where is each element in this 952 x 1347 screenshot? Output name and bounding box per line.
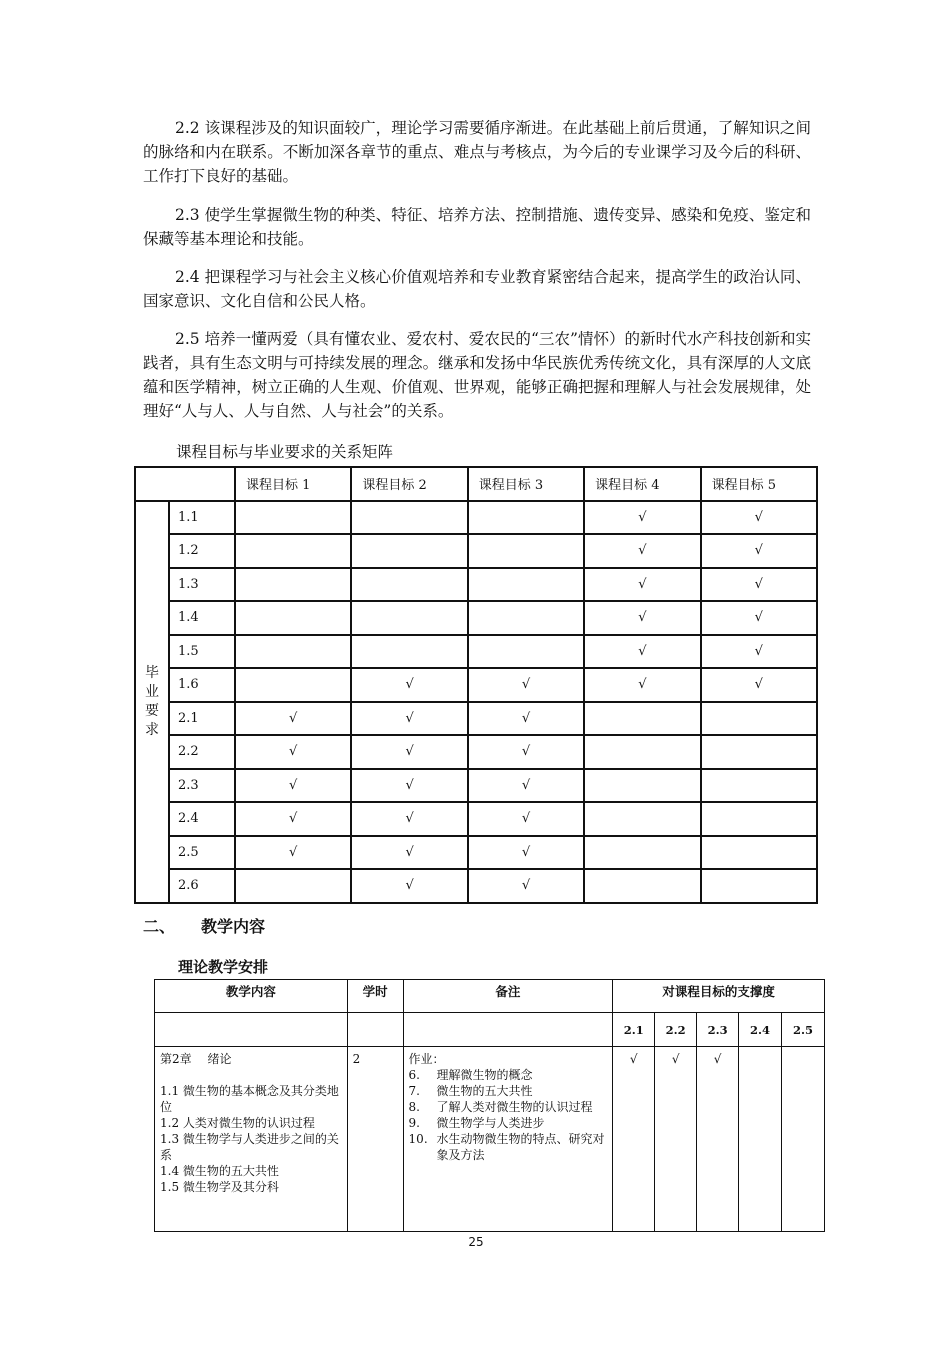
matrix-cell (235, 635, 351, 669)
notes-heading: 作业： (408, 1052, 445, 1066)
content-line: 1.3 微生物学与人类进步之间的关系 (160, 1132, 339, 1162)
matrix-cell (468, 501, 584, 535)
matrix-cell: √ (235, 702, 351, 736)
matrix-row (135, 769, 817, 803)
matrix-cell: √ (701, 635, 817, 669)
subsection-heading: 理论教学安排 (178, 958, 269, 976)
matrix-cell (235, 668, 351, 702)
matrix-cell: √ (351, 836, 467, 870)
matrix-cell (584, 702, 700, 736)
matrix-row (135, 802, 817, 836)
paragraph-2-5: 2.5 培养一懂两爱（具有懂农业、爱农村、爱农民的“三农”情怀）的新时代水产科技创新和实践者，具有生态文明与可持续发展的理念。继承和发扬中华民族优秀传统文化，具有深厚的人文底蕴和医学精神，树立正确的人生观、价值观、世界观，能够正确把握和理解人与社会发展规律，处理好“人与人、人与自然、人与社会”的关系。 (143, 330, 811, 420)
matrix-cell (351, 568, 467, 602)
matrix-cell (701, 702, 817, 736)
matrix-cell: √ (468, 836, 584, 870)
notes-item (409, 1115, 608, 1131)
notes-list (409, 1067, 608, 1163)
section-heading: 二、 教学内容 (143, 917, 266, 936)
matrix-cell: √ (468, 702, 584, 736)
matrix-row (135, 869, 817, 903)
requirement-id: 2.6 (169, 869, 235, 903)
matrix-cell (701, 735, 817, 769)
matrix-row (135, 568, 817, 602)
requirement-id: 2.3 (169, 769, 235, 803)
notes-item-text: 水生动物微生物的特点、研究对象及方法 (436, 1132, 605, 1162)
matrix-cell (584, 802, 700, 836)
paragraph-2-4: 2.4 把课程学习与社会主义核心价值观培养和专业教育紧密结合起来，提高学生的政治认同、国家意识、文化自信和公民人格。 (143, 268, 811, 310)
support-col-2-5: 2.5 (782, 1013, 825, 1047)
notes-item (409, 1067, 608, 1083)
notes-item (409, 1131, 608, 1163)
matrix-cell: √ (351, 869, 467, 903)
support-col-2-1: 2.1 (613, 1013, 655, 1047)
requirement-id: 1.3 (169, 568, 235, 602)
header-notes: 备注 (403, 980, 613, 1013)
matrix-cell: √ (468, 735, 584, 769)
notes-cell (403, 1047, 613, 1232)
matrix-cell (584, 735, 700, 769)
matrix-cell: √ (701, 534, 817, 568)
matrix-cell (235, 534, 351, 568)
matrix-row (135, 702, 817, 736)
requirement-id: 2.5 (169, 836, 235, 870)
matrix-cell (584, 769, 700, 803)
page-number: 25 (468, 1235, 484, 1249)
requirement-id: 2.1 (169, 702, 235, 736)
notes-item-number: 6. (408, 1068, 420, 1082)
matrix-cell: √ (468, 869, 584, 903)
matrix-cell: √ (701, 501, 817, 535)
matrix-cell: √ (351, 735, 467, 769)
content-line: 1.4 微生物的五大共性 (160, 1164, 279, 1178)
matrix-cell (235, 568, 351, 602)
matrix-cell: √ (701, 668, 817, 702)
content-cell (155, 1047, 348, 1232)
matrix-cell: √ (235, 735, 351, 769)
support-mark: √ (655, 1047, 697, 1232)
header-support: 对课程目标的支撑度 (613, 980, 825, 1013)
matrix-row (135, 668, 817, 702)
matrix-cell (351, 501, 467, 535)
theory-arrangement-table (154, 979, 825, 1232)
matrix-cell (351, 635, 467, 669)
matrix-cell: √ (351, 668, 467, 702)
matrix-header-goal-4: 课程目标 4 (584, 467, 700, 501)
matrix-cell (351, 534, 467, 568)
requirement-id: 1.1 (169, 501, 235, 535)
blank-cell (347, 1013, 403, 1047)
notes-item-text: 微生物的五大共性 (436, 1084, 533, 1098)
paragraph-2-2: 2.2 该课程涉及的知识面较广，理论学习需要循序渐进。在此基础上前后贯通，了解知识之间的脉络和内在联系。不断加深各章节的重点、难点与考核点，为今后的专业课学习及今后的科研、工作打下良好的基础。 (143, 119, 811, 185)
matrix-row (135, 635, 817, 669)
notes-item-text: 了解人类对微生物的认识过程 (436, 1100, 593, 1114)
content-line: 1.2 人类对微生物的认识过程 (160, 1116, 315, 1130)
notes-item-number: 8. (408, 1100, 420, 1114)
matrix-cell (468, 601, 584, 635)
matrix-cell: √ (468, 769, 584, 803)
content-line: 1.1 微生物的基本概念及其分类地位 (160, 1084, 339, 1114)
notes-item-number: 7. (408, 1084, 420, 1098)
matrix-cell: √ (584, 668, 700, 702)
notes-item (409, 1083, 608, 1099)
matrix-row (135, 501, 817, 535)
requirement-id: 2.4 (169, 802, 235, 836)
matrix-cell: √ (584, 635, 700, 669)
matrix-cell (701, 802, 817, 836)
matrix-row (135, 735, 817, 769)
matrix-cell: √ (235, 769, 351, 803)
notes-item-number: 10. (408, 1132, 428, 1146)
matrix-row (135, 534, 817, 568)
matrix-cell (468, 568, 584, 602)
support-col-2-2: 2.2 (655, 1013, 697, 1047)
support-mark (782, 1047, 825, 1232)
requirement-id: 2.2 (169, 735, 235, 769)
matrix-cell: √ (584, 601, 700, 635)
requirement-id: 1.4 (169, 601, 235, 635)
matrix-cell: √ (235, 802, 351, 836)
hours-cell: 2 (347, 1047, 403, 1232)
graduation-requirement-label (135, 501, 169, 903)
matrix-cell: √ (235, 836, 351, 870)
course-goal-matrix (134, 466, 818, 904)
matrix-cell (468, 534, 584, 568)
matrix-cell: √ (584, 568, 700, 602)
matrix-cell (351, 601, 467, 635)
support-col-2-3: 2.3 (697, 1013, 739, 1047)
support-col-2-4: 2.4 (739, 1013, 782, 1047)
matrix-cell (235, 501, 351, 535)
matrix-cell (701, 769, 817, 803)
blank-cell (403, 1013, 613, 1047)
matrix-cell (235, 869, 351, 903)
notes-item-text: 微生物学与人类进步 (436, 1116, 545, 1130)
support-mark: √ (613, 1047, 655, 1232)
matrix-cell: √ (701, 601, 817, 635)
matrix-cell: √ (468, 668, 584, 702)
requirement-id: 1.5 (169, 635, 235, 669)
notes-item-text: 理解微生物的概念 (436, 1068, 533, 1082)
content-line: 1.5 微生物学及其分科 (160, 1180, 279, 1194)
matrix-cell: √ (351, 802, 467, 836)
matrix-cell (468, 635, 584, 669)
requirement-id: 1.2 (169, 534, 235, 568)
matrix-cell (584, 836, 700, 870)
notes-item-number: 9. (408, 1116, 420, 1130)
matrix-cell: √ (701, 568, 817, 602)
matrix-header-goal-1: 课程目标 1 (235, 467, 351, 501)
matrix-cell: √ (468, 802, 584, 836)
matrix-header-goal-5: 课程目标 5 (701, 467, 817, 501)
matrix-cell: √ (584, 534, 700, 568)
matrix-caption: 课程目标与毕业要求的关系矩阵 (176, 443, 394, 461)
matrix-header-goal-3: 课程目标 3 (468, 467, 584, 501)
matrix-cell (701, 836, 817, 870)
chapter-title: 第2章 绪论 (160, 1052, 232, 1066)
matrix-cell (701, 869, 817, 903)
support-mark (739, 1047, 782, 1232)
matrix-cell: √ (351, 702, 467, 736)
paragraph-2-3: 2.3 使学生掌握微生物的种类、特征、培养方法、控制措施、遗传变异、感染和免疫、鉴定和保藏等基本理论和技能。 (143, 206, 811, 248)
group-label-text: 毕业要求 (145, 664, 159, 738)
requirement-id: 1.6 (169, 668, 235, 702)
matrix-cell: √ (351, 769, 467, 803)
matrix-cell (235, 601, 351, 635)
matrix-corner-cell (135, 467, 235, 501)
matrix-row (135, 601, 817, 635)
header-content: 教学内容 (155, 980, 348, 1013)
matrix-header-goal-2: 课程目标 2 (351, 467, 467, 501)
notes-item (409, 1099, 608, 1115)
support-mark: √ (697, 1047, 739, 1232)
matrix-cell (584, 869, 700, 903)
matrix-row (135, 836, 817, 870)
header-hours: 学时 (347, 980, 403, 1013)
matrix-cell: √ (584, 501, 700, 535)
blank-cell (155, 1013, 348, 1047)
